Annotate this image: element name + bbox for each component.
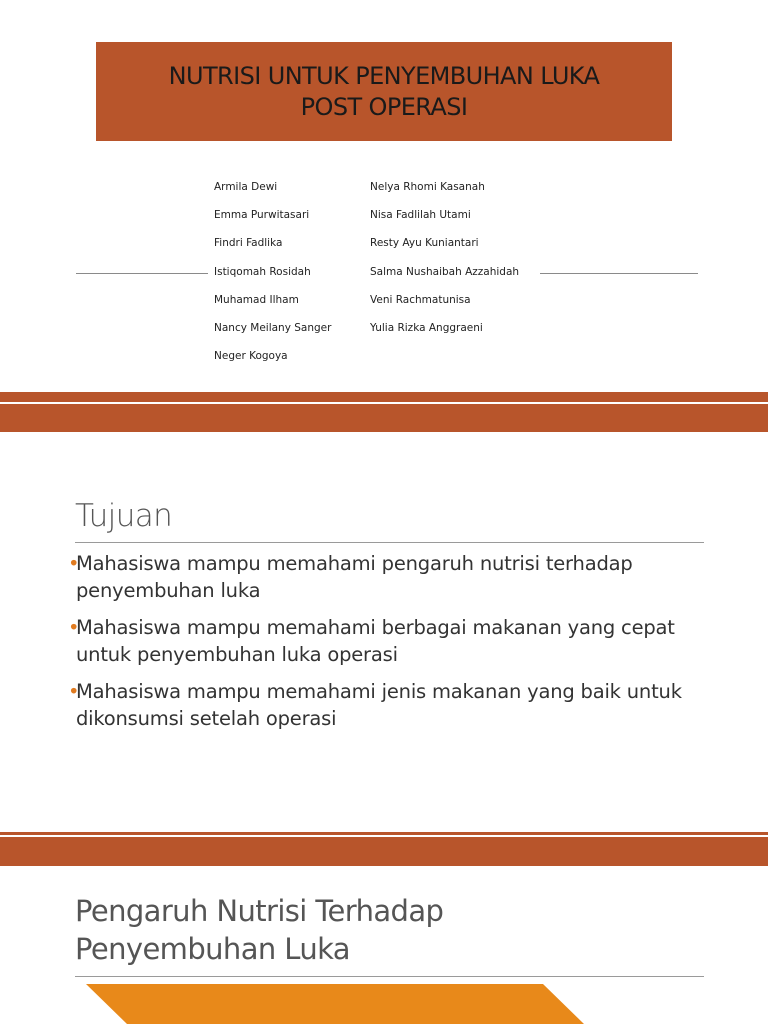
slide-effect-of-nutrition: [0, 866, 768, 1024]
title-line-2: POST OPERASI: [300, 92, 468, 121]
authors-left-column: [214, 178, 331, 375]
title-line-1: NUTRISI UNTUK PENYEMBUHAN LUKA: [168, 61, 600, 90]
bullet-text: Mahasiswa mampu memahami jenis makanan yang baik untuk dikonsumsi setelah operasi: [76, 680, 682, 730]
slide-separator: [0, 832, 768, 866]
authors-right-column: [370, 178, 519, 347]
bullet-text: Mahasiswa mampu memahami berbagai makanan yang cepat untuk penyembuhan luka operasi: [76, 616, 675, 666]
author-name: Findri Fadlika: [214, 237, 283, 250]
author-name: Nisa Fadlilah Utami: [370, 209, 471, 222]
author-name: Nancy Meilany Sanger: [214, 321, 332, 334]
slide-heading: Tujuan: [75, 498, 173, 534]
heading-rule: [75, 542, 704, 543]
bullet-marker: •: [68, 616, 80, 639]
author-name: Yulia Rizka Anggraeni: [370, 321, 483, 334]
orange-bar-shape: [0, 866, 768, 1024]
right-rule: [540, 273, 698, 274]
separator-line: [0, 402, 768, 404]
author-name: Salma Nushaibah Azzahidah: [370, 265, 520, 278]
bullet-list: [68, 550, 708, 742]
author-name: Emma Purwitasari: [214, 209, 310, 222]
author-name: Neger Kogoya: [214, 350, 288, 363]
heading-line-2: Penyembuhan Luka: [75, 932, 350, 966]
author-name: Nelya Rhomi Kasanah: [370, 181, 485, 193]
heading-line-1: Pengaruh Nutrisi Terhadap: [75, 894, 444, 928]
title-box: [96, 42, 672, 141]
slide-objectives: [0, 432, 768, 832]
list-item: [68, 614, 708, 668]
orange-parallelogram: [86, 984, 584, 1024]
author-name: Muhamad Ilham: [214, 293, 299, 306]
bullet-marker: •: [68, 680, 80, 703]
list-item: [68, 678, 708, 732]
slide-separator: [0, 392, 768, 432]
author-name: Armila Dewi: [214, 181, 278, 193]
separator-line: [0, 835, 768, 837]
author-name: Istiqomah Rosidah: [214, 265, 311, 278]
bullet-marker: •: [68, 552, 80, 575]
list-item: [68, 550, 708, 604]
bullet-text: Mahasiswa mampu memahami pengaruh nutrisi terhadap penyembuhan luka: [76, 552, 633, 602]
left-rule: [76, 273, 208, 274]
slide-title: [0, 0, 768, 392]
author-name: Resty Ayu Kuniantari: [370, 237, 479, 250]
author-name: Veni Rachmatunisa: [370, 293, 471, 306]
